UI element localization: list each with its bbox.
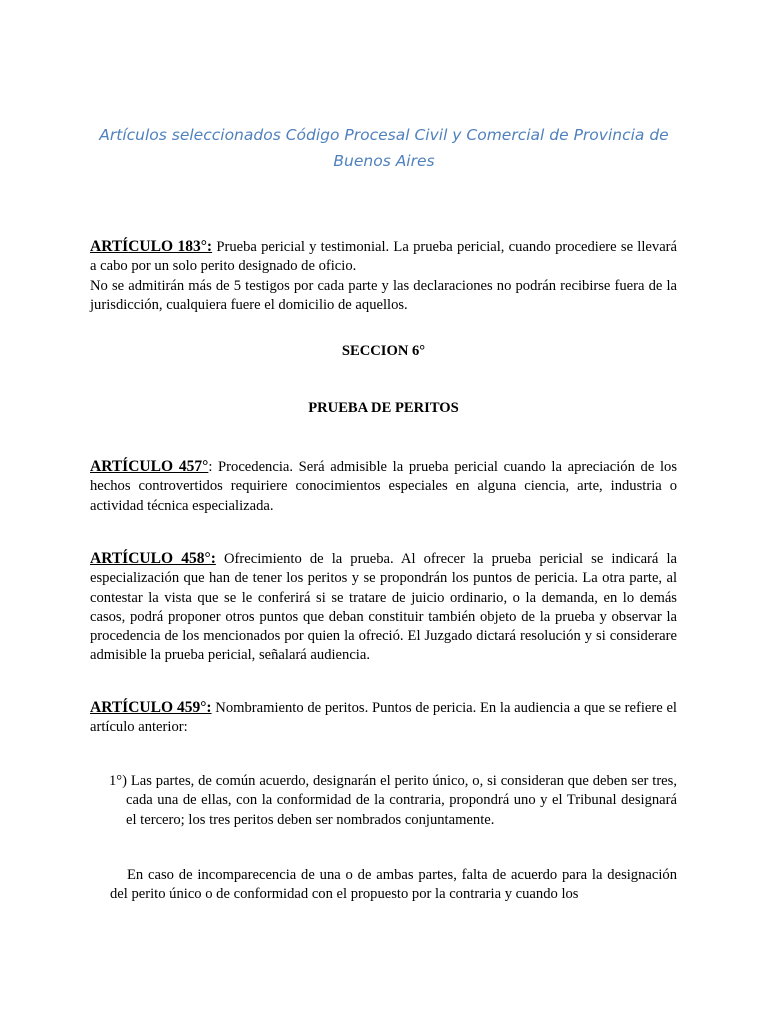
section-title: PRUEBA DE PERITOS bbox=[308, 400, 459, 416]
article-457-text: : Procedencia. Será admisible la prueba pericial cuando la apreciación de los hechos controvertidos requiriere conocimientos especiales en alguna ciencia, arte, industria o actividad técnica especializada. bbox=[90, 459, 677, 514]
article-459-item-1 bbox=[109, 772, 677, 830]
article-459-heading: ARTÍCULO 459°: bbox=[90, 699, 212, 716]
article-183 bbox=[90, 237, 677, 315]
article-458 bbox=[90, 549, 677, 666]
article-183-text: Prueba pericial y testimonial. La prueba pericial, cuando procediere se llevará a cabo por un solo perito designado de oficio. bbox=[90, 239, 678, 275]
article-459 bbox=[90, 698, 677, 738]
article-458-heading: ARTÍCULO 458°: bbox=[90, 550, 216, 567]
article-183-heading: ARTÍCULO 183°: bbox=[90, 238, 213, 255]
article-457-heading: ARTÍCULO 457° bbox=[90, 458, 209, 475]
document-title: Artículos seleccionados Código Procesal Civil y Comercial de Provincia de Buenos Aires bbox=[99, 126, 669, 170]
section-number: SECCION 6° bbox=[341, 343, 426, 359]
article-459-item-1-text: 1°) Las partes, de común acuerdo, designarán el perito único, o, si consideran que deben ser tres, cada una de ellas, con la conformidad de la contraria, propondrá uno y el Tribunal designará el tercero; los tres peritos deben ser nombrados conjuntamente. bbox=[109, 773, 677, 828]
article-458-text: Ofrecimiento de la prueba. Al ofrecer la prueba pericial se indicará la especialización que han de tener los peritos y se propondrán los puntos de pericia. La otra parte, al contestar la vista que se le conferirá si se tratare de juicio ordinario, o la demanda, en lo demás casos, podrá proponer otros puntos que deban constituir también objeto de la prueba y observar la procedencia de los mencionados por quien la ofreció. El Juzgado dictará resolución y si considerare admisible la prueba pericial, señalará audiencia. bbox=[90, 551, 677, 664]
article-183-text-2: No se admitirán más de 5 testigos por cada parte y las declaraciones no podrán recibirse fuera de la jurisdicción, cualquiera fuere el domicilio de aquellos. bbox=[90, 277, 677, 313]
article-459-text: Nombramiento de peritos. Puntos de pericia. En la audiencia a que se refiere el artículo anterior: bbox=[90, 700, 677, 736]
article-457 bbox=[90, 457, 677, 516]
article-459-paragraph-2: En caso de incomparecencia de una o de ambas partes, falta de acuerdo para la designación del perito único o de conformidad con el propuesto por la contraria y cuando los bbox=[110, 867, 677, 903]
